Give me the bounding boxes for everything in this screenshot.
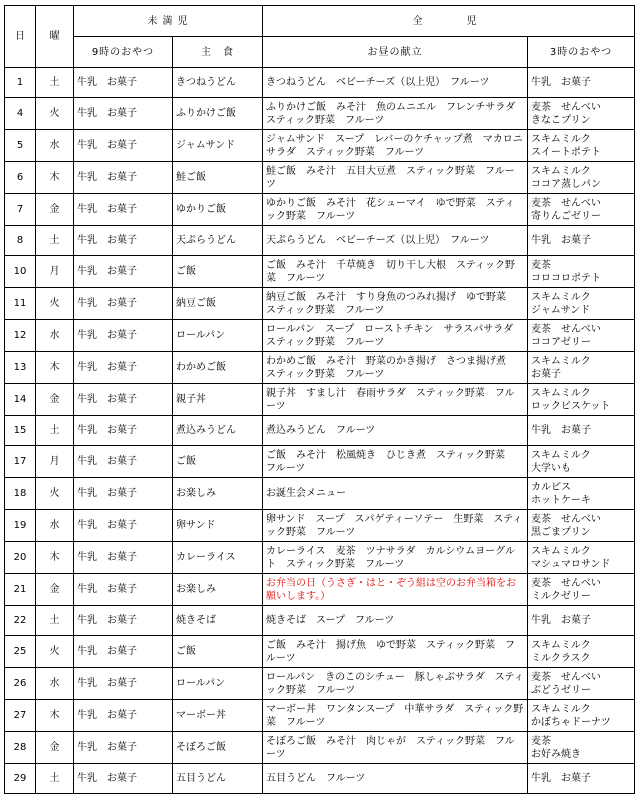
lunch-cell: 焼きそば スープ フルーツ [263, 606, 528, 636]
snack-pm-cell: 牛乳 お菓子 [528, 68, 635, 98]
day-cell: 17 [5, 446, 36, 478]
day-cell: 1 [5, 68, 36, 98]
lunch-cell: お弁当の日（うさぎ・はと・ぞう組は空のお弁当箱をお願いします。） [263, 574, 528, 606]
snack-am-cell: 牛乳 お菓子 [74, 320, 173, 352]
snack-pm-cell: 麦茶 せんべい きなこプリン [528, 98, 635, 130]
snack-pm-cell: 麦茶 コロコロポテト [528, 256, 635, 288]
lunch-cell: きつねうどん ベビーチーズ（以上児） フルーツ [263, 68, 528, 98]
weekday-cell: 水 [36, 510, 74, 542]
day-cell: 29 [5, 764, 36, 794]
table-row [5, 352, 635, 384]
weekday-cell: 木 [36, 352, 74, 384]
table-row [5, 288, 635, 320]
snack-am-cell: 牛乳 お菓子 [74, 764, 173, 794]
day-cell: 25 [5, 636, 36, 668]
lunch-cell: ご飯 みそ汁 千草焼き 切り干し大根 スティック野菜 フルーツ [263, 256, 528, 288]
weekday-cell: 木 [36, 700, 74, 732]
weekday-cell: 金 [36, 384, 74, 416]
staple-cell: ロールパン [173, 320, 263, 352]
header-group-all: 全 児 [263, 6, 635, 37]
menu-body [5, 68, 635, 794]
day-cell: 15 [5, 416, 36, 446]
day-cell: 20 [5, 542, 36, 574]
staple-cell: ジャムサンド [173, 130, 263, 162]
table-row [5, 98, 635, 130]
staple-cell: ロールパン [173, 668, 263, 700]
snack-pm-cell: スキムミルク ロックビスケット [528, 384, 635, 416]
day-cell: 19 [5, 510, 36, 542]
header-snack-pm: 3時のおやつ [528, 37, 635, 68]
day-cell: 5 [5, 130, 36, 162]
snack-am-cell: 牛乳 お菓子 [74, 574, 173, 606]
snack-am-cell: 牛乳 お菓子 [74, 194, 173, 226]
snack-pm-cell: 麦茶 せんべい ぶどうゼリー [528, 668, 635, 700]
snack-am-cell: 牛乳 お菓子 [74, 98, 173, 130]
staple-cell: 納豆ご飯 [173, 288, 263, 320]
weekday-cell: 木 [36, 542, 74, 574]
snack-am-cell: 牛乳 お菓子 [74, 68, 173, 98]
table-row [5, 764, 635, 794]
weekday-cell: 火 [36, 288, 74, 320]
staple-cell: 天ぷらうどん [173, 226, 263, 256]
lunch-cell: ロールパン スープ ローストチキン サラスパサラダ スティック野菜 フルーツ [263, 320, 528, 352]
table-row [5, 384, 635, 416]
lunch-cell: 天ぷらうどん ベビーチーズ（以上児） フルーツ [263, 226, 528, 256]
snack-am-cell: 牛乳 お菓子 [74, 226, 173, 256]
lunch-cell: ふりかけご飯 みそ汁 魚のムニエル フレンチサラダ スティック野菜 フルーツ [263, 98, 528, 130]
weekday-cell: 土 [36, 764, 74, 794]
day-cell: 18 [5, 478, 36, 510]
lunch-cell: 五目うどん フルーツ [263, 764, 528, 794]
header-snack-am: 9時のおやつ [74, 37, 173, 68]
day-cell: 13 [5, 352, 36, 384]
staple-cell: カレーライス [173, 542, 263, 574]
table-row [5, 416, 635, 446]
day-cell: 11 [5, 288, 36, 320]
weekday-cell: 木 [36, 162, 74, 194]
lunch-cell: マーボー丼 ワンタンスープ 中華サラダ スティック野菜 フルーツ [263, 700, 528, 732]
snack-am-cell: 牛乳 お菓子 [74, 606, 173, 636]
weekday-cell: 火 [36, 636, 74, 668]
snack-am-cell: 牛乳 お菓子 [74, 384, 173, 416]
staple-cell: 親子丼 [173, 384, 263, 416]
lunch-cell: 納豆ご飯 みそ汁 すり身魚のつみれ揚げ ゆで野菜 スティック野菜 フルーツ [263, 288, 528, 320]
table-row [5, 478, 635, 510]
staple-cell: きつねうどん [173, 68, 263, 98]
table-row [5, 226, 635, 256]
staple-cell: 卵サンド [173, 510, 263, 542]
day-cell: 4 [5, 98, 36, 130]
day-cell: 7 [5, 194, 36, 226]
weekday-cell: 月 [36, 446, 74, 478]
staple-cell: 焼きそば [173, 606, 263, 636]
snack-pm-cell: スキムミルク ミルクラスク [528, 636, 635, 668]
snack-pm-cell: 麦茶 お好み焼き [528, 732, 635, 764]
snack-pm-cell: 麦茶 せんべい ココアゼリー [528, 320, 635, 352]
snack-am-cell: 牛乳 お菓子 [74, 162, 173, 194]
day-cell: 22 [5, 606, 36, 636]
snack-pm-cell: 麦茶 せんべい 寄りんごゼリー [528, 194, 635, 226]
weekday-cell: 火 [36, 98, 74, 130]
snack-am-cell: 牛乳 お菓子 [74, 416, 173, 446]
staple-cell: ゆかりご飯 [173, 194, 263, 226]
day-cell: 28 [5, 732, 36, 764]
staple-cell: お楽しみ [173, 574, 263, 606]
staple-cell: ご飯 [173, 446, 263, 478]
lunch-cell: 煮込みうどん フルーツ [263, 416, 528, 446]
snack-pm-cell: スキムミルク マシュマロサンド [528, 542, 635, 574]
snack-am-cell: 牛乳 お菓子 [74, 732, 173, 764]
snack-am-cell: 牛乳 お菓子 [74, 668, 173, 700]
lunch-cell: ロールパン きのこのシチュー 豚しゃぶサラダ スティック野菜 フルーツ [263, 668, 528, 700]
snack-pm-cell: カルピス ホットケーキ [528, 478, 635, 510]
weekday-cell: 土 [36, 606, 74, 636]
table-row [5, 320, 635, 352]
weekday-cell: 土 [36, 68, 74, 98]
staple-cell: 鮭ご飯 [173, 162, 263, 194]
weekday-cell: 土 [36, 226, 74, 256]
lunch-cell: 卵サンド スープ スパゲティーソテー 生野菜 スティック野菜 フルーツ [263, 510, 528, 542]
lunch-cell: お誕生会メニュー [263, 478, 528, 510]
weekday-cell: 火 [36, 478, 74, 510]
weekday-cell: 土 [36, 416, 74, 446]
snack-pm-cell: スキムミルク ジャムサンド [528, 288, 635, 320]
staple-cell: マーボー丼 [173, 700, 263, 732]
lunch-cell: ご飯 みそ汁 松風焼き ひじき煮 スティック野菜 フルーツ [263, 446, 528, 478]
lunch-cell: 親子丼 すまし汁 春雨サラダ スティック野菜 フルーツ [263, 384, 528, 416]
snack-pm-cell: スキムミルク スイートポテト [528, 130, 635, 162]
table-row [5, 574, 635, 606]
snack-pm-cell: 牛乳 お菓子 [528, 416, 635, 446]
snack-am-cell: 牛乳 お菓子 [74, 542, 173, 574]
header-group-young: 未 満 児 [74, 6, 263, 37]
weekday-cell: 金 [36, 732, 74, 764]
snack-am-cell: 牛乳 お菓子 [74, 636, 173, 668]
header-day: 日 [5, 6, 36, 68]
table-row [5, 636, 635, 668]
snack-pm-cell: スキムミルク かぼちゃドーナツ [528, 700, 635, 732]
snack-pm-cell: 麦茶 せんべい ミルクゼリー [528, 574, 635, 606]
table-row [5, 510, 635, 542]
weekday-cell: 水 [36, 668, 74, 700]
staple-cell: ふりかけご飯 [173, 98, 263, 130]
day-cell: 14 [5, 384, 36, 416]
day-cell: 12 [5, 320, 36, 352]
day-cell: 21 [5, 574, 36, 606]
staple-cell: お楽しみ [173, 478, 263, 510]
day-cell: 8 [5, 226, 36, 256]
day-cell: 6 [5, 162, 36, 194]
lunch-cell: わかめご飯 みそ汁 野菜のかき揚げ さつま揚げ煮 スティック野菜 フルーツ [263, 352, 528, 384]
snack-pm-cell: 牛乳 お菓子 [528, 764, 635, 794]
table-row [5, 732, 635, 764]
snack-pm-cell: スキムミルク お菓子 [528, 352, 635, 384]
weekday-cell: 金 [36, 194, 74, 226]
staple-cell: 煮込みうどん [173, 416, 263, 446]
weekday-cell: 水 [36, 320, 74, 352]
snack-am-cell: 牛乳 お菓子 [74, 446, 173, 478]
staple-cell: 五目うどん [173, 764, 263, 794]
day-cell: 27 [5, 700, 36, 732]
snack-pm-cell: スキムミルク 大学いも [528, 446, 635, 478]
snack-am-cell: 牛乳 お菓子 [74, 130, 173, 162]
snack-pm-cell: 牛乳 お菓子 [528, 606, 635, 636]
lunch-cell: 鮭ご飯 みそ汁 五目大豆煮 スティック野菜 フルーツ [263, 162, 528, 194]
snack-am-cell: 牛乳 お菓子 [74, 700, 173, 732]
staple-cell: わかめご飯 [173, 352, 263, 384]
table-row [5, 68, 635, 98]
lunch-cell: ご飯 みそ汁 揚げ魚 ゆで野菜 スティック野菜 フルーツ [263, 636, 528, 668]
staple-cell: そぼろご飯 [173, 732, 263, 764]
table-row [5, 162, 635, 194]
lunch-cell: カレーライス 麦茶 ツナサラダ カルシウムヨーグルト スティック野菜 フルーツ [263, 542, 528, 574]
table-row [5, 194, 635, 226]
lunch-cell: ゆかりご飯 みそ汁 花シューマイ ゆで野菜 スティック野菜 フルーツ [263, 194, 528, 226]
snack-am-cell: 牛乳 お菓子 [74, 288, 173, 320]
lunch-cell: そぼろご飯 みそ汁 肉じゃが スティック野菜 フルーツ [263, 732, 528, 764]
day-cell: 10 [5, 256, 36, 288]
lunch-cell: ジャムサンド スープ レバーのケチャップ煮 マカロニサラダ スティック野菜 フルーツ [263, 130, 528, 162]
weekday-cell: 月 [36, 256, 74, 288]
snack-pm-cell: 牛乳 お菓子 [528, 226, 635, 256]
table-row [5, 446, 635, 478]
staple-cell: ご飯 [173, 256, 263, 288]
table-row [5, 542, 635, 574]
header-weekday: 曜 [36, 6, 74, 68]
table-row [5, 700, 635, 732]
snack-pm-cell: スキムミルク ココア蒸しパン [528, 162, 635, 194]
snack-am-cell: 牛乳 お菓子 [74, 510, 173, 542]
table-row [5, 256, 635, 288]
header-staple: 主 食 [173, 37, 263, 68]
snack-am-cell: 牛乳 お菓子 [74, 352, 173, 384]
snack-am-cell: 牛乳 お菓子 [74, 478, 173, 510]
table-row [5, 130, 635, 162]
weekday-cell: 金 [36, 574, 74, 606]
day-cell: 26 [5, 668, 36, 700]
snack-pm-cell: 麦茶 せんべい 黒ごまプリン [528, 510, 635, 542]
table-row [5, 606, 635, 636]
snack-am-cell: 牛乳 お菓子 [74, 256, 173, 288]
staple-cell: ご飯 [173, 636, 263, 668]
table-row [5, 668, 635, 700]
menu-table [4, 5, 635, 794]
header-lunch: お昼の献立 [263, 37, 528, 68]
weekday-cell: 水 [36, 130, 74, 162]
